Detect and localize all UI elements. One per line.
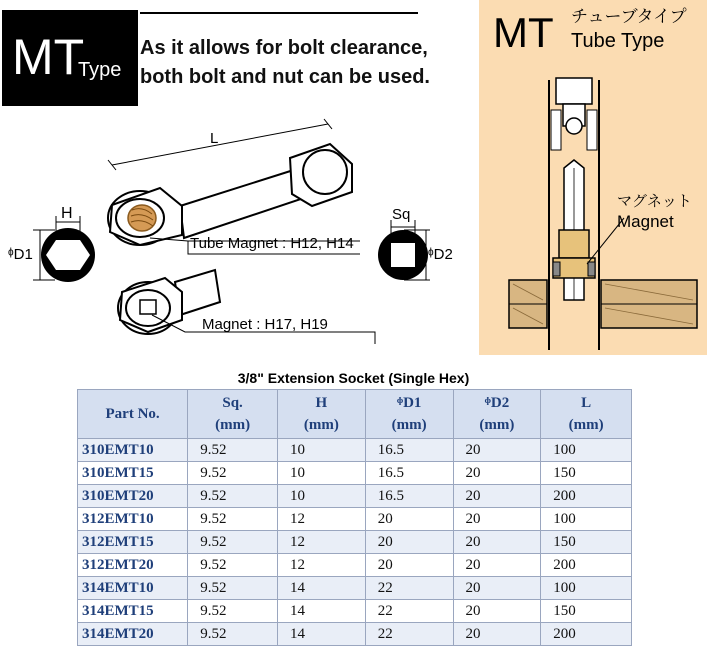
table-row [78,577,632,600]
d2-cell: 20 [453,439,541,462]
spec-table [77,389,632,646]
sq-cell: 9.52 [188,439,278,462]
sq-cell: 9.52 [188,554,278,577]
tube-panel-title-en: Tube Type [571,30,665,52]
magnet-label-en: Magnet [617,212,674,231]
magnet-label-jp: マグネット [617,193,692,210]
col-header-h: H (mm) [277,390,365,439]
part-no-cell: 310EMT10 [78,439,188,462]
d2-cell: 20 [453,554,541,577]
h-cell: 10 [277,485,365,508]
l-cell: 100 [541,508,632,531]
l-cell: 200 [541,623,632,646]
part-no-cell: 314EMT15 [78,600,188,623]
table-row [78,531,632,554]
part-no-cell: 312EMT15 [78,531,188,554]
tube-panel-title: MT [493,9,554,56]
badge-subtitle: Type [78,59,122,81]
h-cell: 14 [277,600,365,623]
tube-panel-title-jp: チューブタイプ [571,7,687,26]
d1-cell: 16.5 [365,439,453,462]
length-label: L [210,130,219,147]
d1-cell: 20 [365,508,453,531]
d2-label: ᶲD2 [428,246,453,263]
h-cell: 12 [277,531,365,554]
table-row [78,600,632,623]
l-cell: 100 [541,577,632,600]
h-cell: 14 [277,623,365,646]
sq-cell: 9.52 [188,623,278,646]
part-no-cell: 314EMT20 [78,623,188,646]
sq-cell: 9.52 [188,508,278,531]
col-header-sq: Sq. (mm) [188,390,278,439]
l-cell: 150 [541,462,632,485]
l-cell: 150 [541,600,632,623]
d1-cell: 16.5 [365,462,453,485]
table-row [78,462,632,485]
col-header-part-no: Part No. [78,390,188,439]
h-cell: 12 [277,508,365,531]
headline: As it allows for bolt clearance, both bolt and nut can be used. [140,37,430,88]
sq-label: Sq [392,206,411,223]
d1-cell: 22 [365,623,453,646]
table-body [78,439,632,646]
d1-cell: 20 [365,531,453,554]
tube-type-panel [479,0,707,355]
l-cell: 200 [541,485,632,508]
l-cell: 150 [541,531,632,554]
d2-cell: 20 [453,577,541,600]
col-header-l: L (mm) [541,390,632,439]
table-row [78,508,632,531]
col-header-d2: ᶲD2 (mm) [453,390,541,439]
d2-cell: 20 [453,485,541,508]
part-no-cell: 312EMT20 [78,554,188,577]
part-no-cell: 314EMT10 [78,577,188,600]
d1-label: ᶲD1 [8,246,33,263]
table-row [78,623,632,646]
table-row [78,439,632,462]
h-cell: 10 [277,462,365,485]
table-title: 3/8" Extension Socket (Single Hex) [237,370,470,386]
hex-label: H [61,205,73,222]
d2-cell: 20 [453,508,541,531]
h-cell: 10 [277,439,365,462]
magnet-label: Magnet : H17, H19 [202,316,328,333]
l-cell: 200 [541,554,632,577]
mt-type-badge [2,10,138,106]
table-row [78,485,632,508]
col-header-d1: ᶲD1 (mm) [365,390,453,439]
d2-cell: 20 [453,531,541,554]
d1-cell: 22 [365,600,453,623]
h-cell: 12 [277,554,365,577]
tube-magnet-label: Tube Magnet : H12, H14 [190,235,354,252]
l-cell: 100 [541,439,632,462]
sq-cell: 9.52 [188,462,278,485]
table-header-row [78,390,632,439]
part-no-cell: 310EMT20 [78,485,188,508]
table-row [78,554,632,577]
sq-cell: 9.52 [188,485,278,508]
headline-rule [140,12,418,14]
badge-title: MT [12,29,85,85]
d1-cell: 16.5 [365,485,453,508]
d2-cell: 20 [453,623,541,646]
d1-cell: 20 [365,554,453,577]
d2-cell: 20 [453,600,541,623]
sq-cell: 9.52 [188,531,278,554]
h-cell: 14 [277,577,365,600]
part-no-cell: 312EMT10 [78,508,188,531]
d1-cell: 22 [365,577,453,600]
d2-cell: 20 [453,462,541,485]
sq-cell: 9.52 [188,577,278,600]
part-no-cell: 310EMT15 [78,462,188,485]
sq-cell: 9.52 [188,600,278,623]
